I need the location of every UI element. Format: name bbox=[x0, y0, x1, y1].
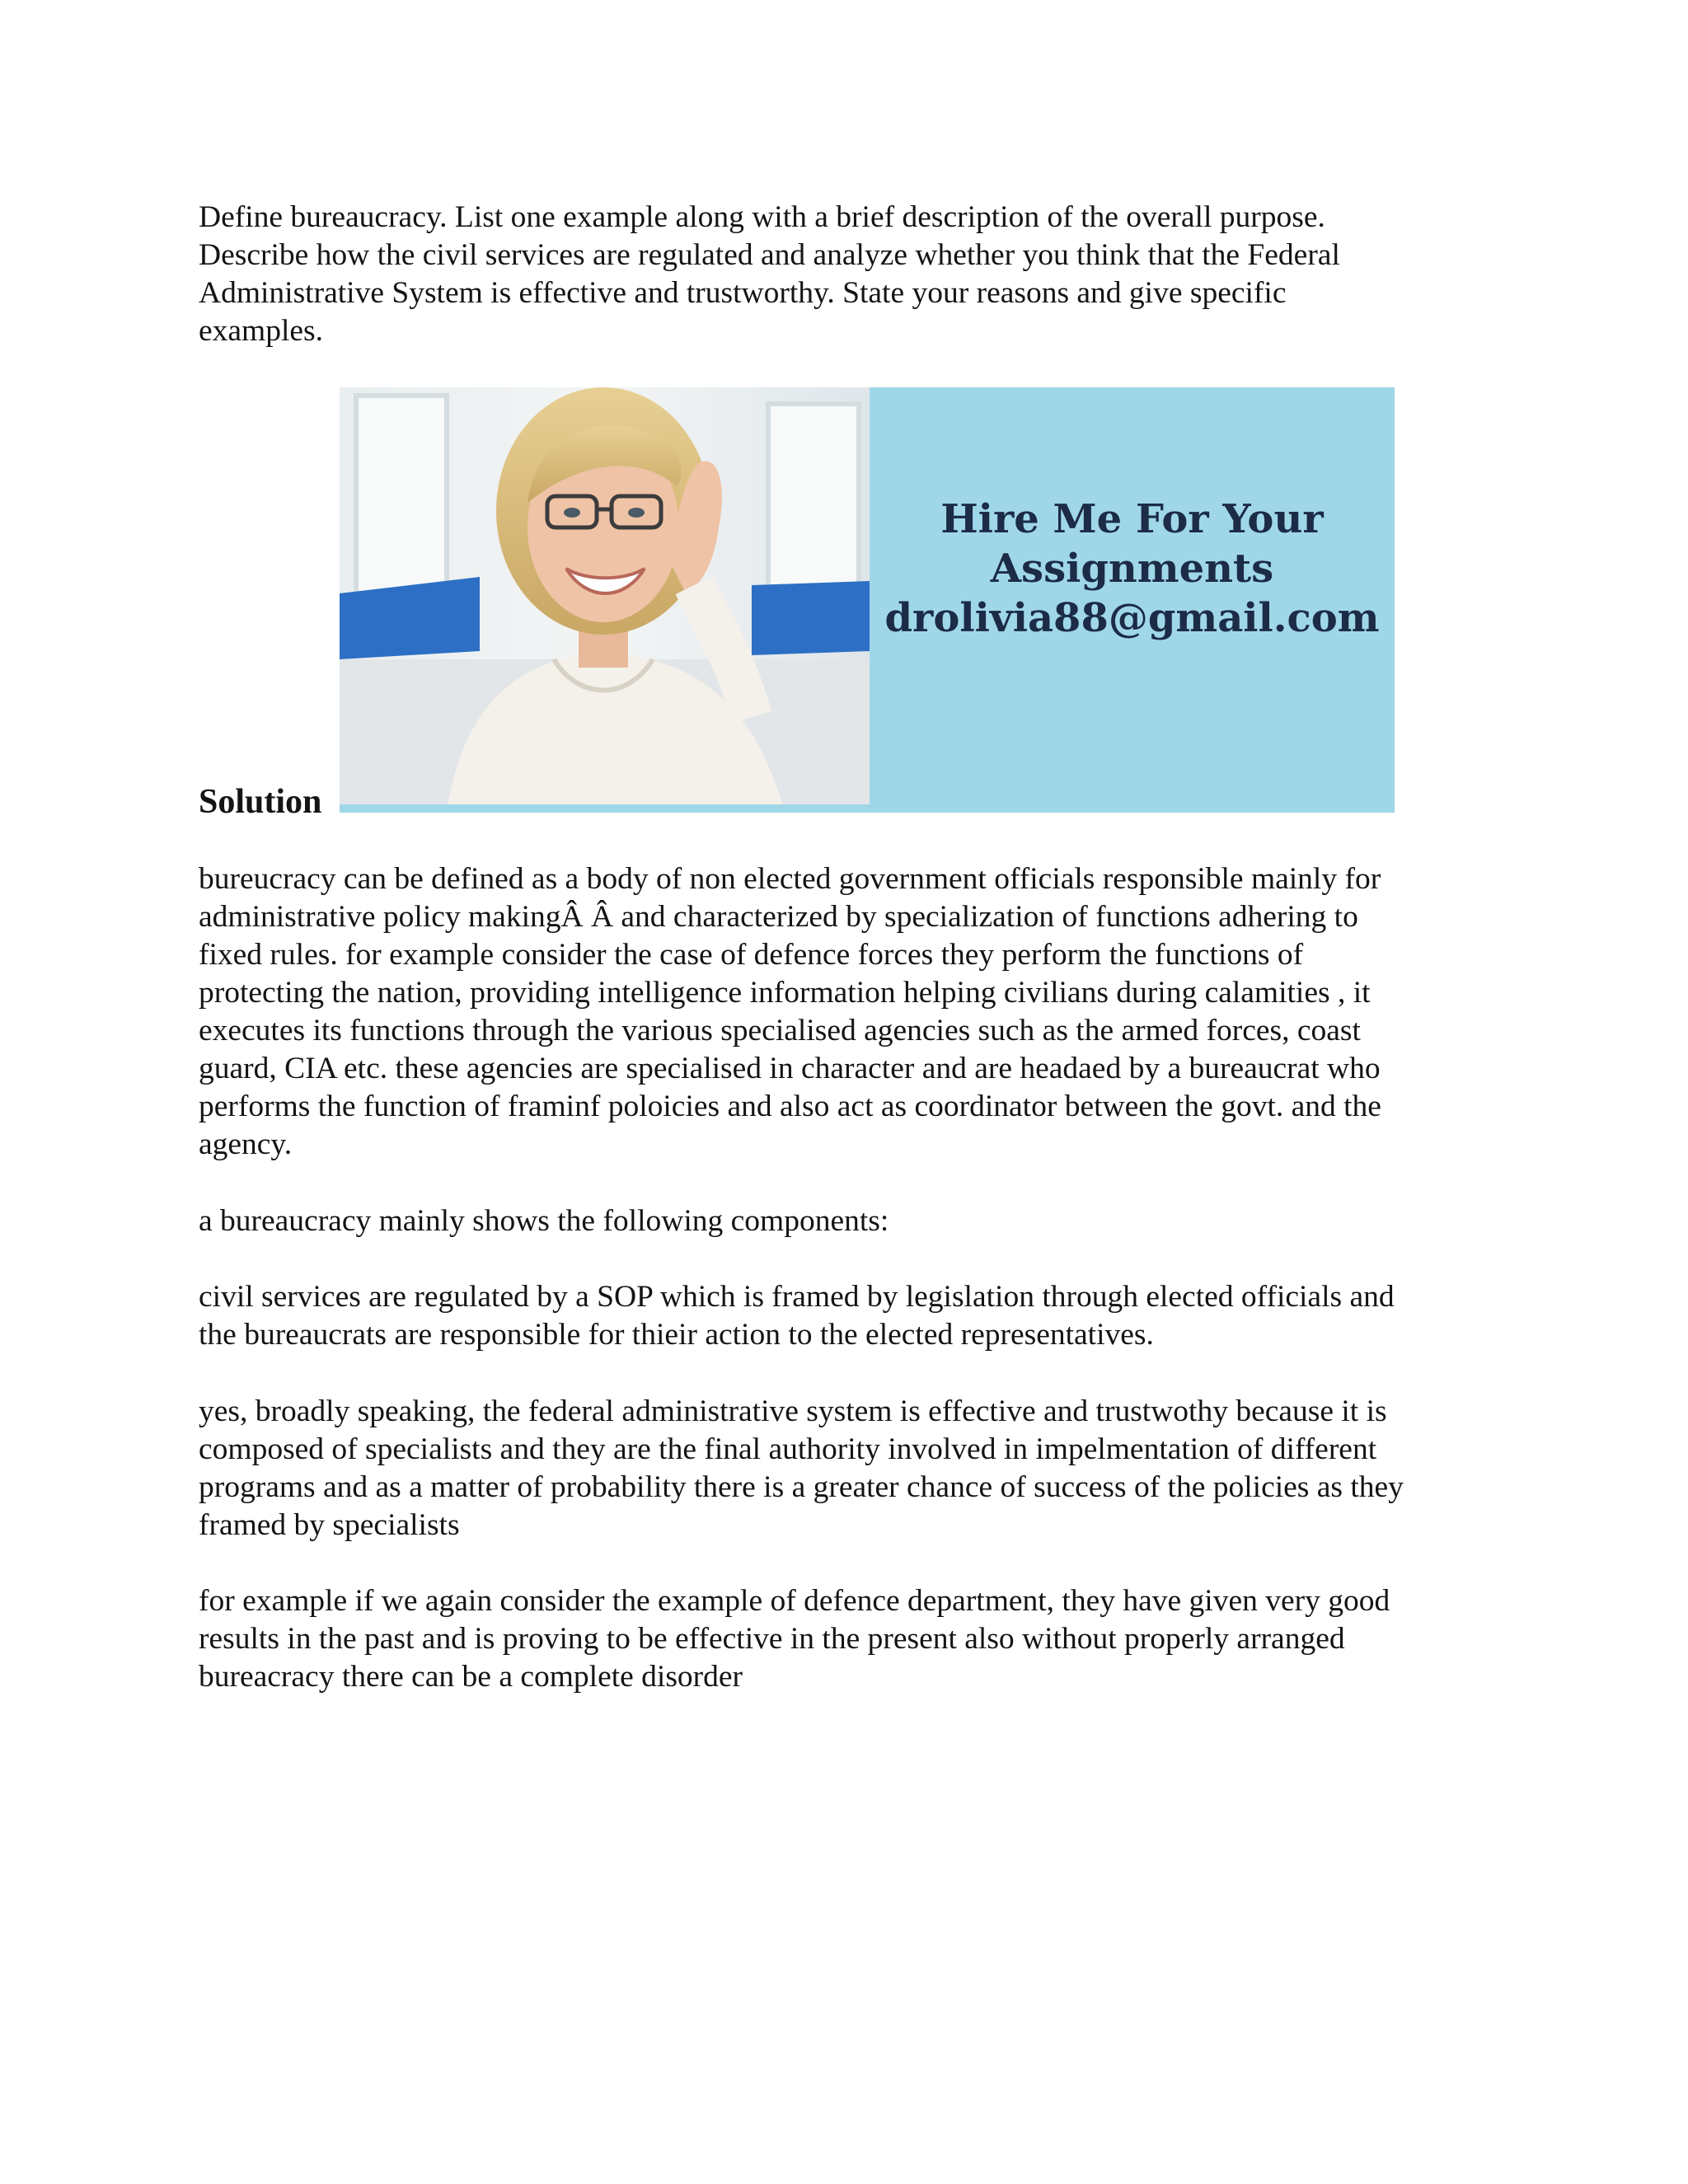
banner-line-assignments: Assignments bbox=[990, 546, 1274, 592]
solution-paragraph-effectiveness: yes, broadly speaking, the federal administrative system is effective and trustwothy because it is composed of specialists and they are the final authority involved in impelmentation of different programs and as a matter of probability there is a greater chance of success of the policies as they framed by specialists bbox=[199, 1394, 1404, 1542]
solution-paragraph-components: a bureaucracy mainly shows the following components: bbox=[199, 1204, 889, 1238]
advertisement-banner bbox=[340, 387, 1395, 813]
solution-paragraph-example: for example if we again consider the example of defence department, they have given very good results in the past and is proving to be effective in the present also without properly arranged bureacracy there can be a complete disorder bbox=[199, 1584, 1390, 1694]
banner-line-email: drolivia88@gmail.com bbox=[884, 595, 1380, 641]
question-text: Define bureaucracy. List one example along with a brief description of the overall purpose. Describe how the civil services are regulated and analyze whether you think that the Federal Administrative System is effective and trustworthy. State your reasons and give specific examples. bbox=[199, 200, 1340, 348]
woman-with-glasses-photo bbox=[340, 387, 870, 813]
solution-paragraph-regulation: civil services are regulated by a SOP which is framed by legislation through elected officials and the bureaucrats are responsible for thieir action to the elected representatives. bbox=[199, 1280, 1395, 1352]
banner-text bbox=[870, 494, 1395, 643]
banner-line-hire: Hire Me For Your bbox=[940, 496, 1324, 542]
banner-text-panel bbox=[870, 387, 1395, 813]
solution-paragraph-definition: bureucracy can be defined as a body of non elected government officials responsible mainly for administrative policy makingÂ Â and characterized by specialization of functions adhering to fixed rules. for example consider the case of defence forces they perform the functions of protecting the nation, providing intelligence information helping civilians during calamities , it executes its functions through the various specialised agencies such as the armed forces, coast guard, CIA etc. these agencies are specialised in character and are headaed by a bureaucrat who performs the function of framinf poloicies and also act as coordinator between the govt. and the agency. bbox=[199, 862, 1381, 1161]
solution-heading: Solution bbox=[199, 783, 322, 821]
